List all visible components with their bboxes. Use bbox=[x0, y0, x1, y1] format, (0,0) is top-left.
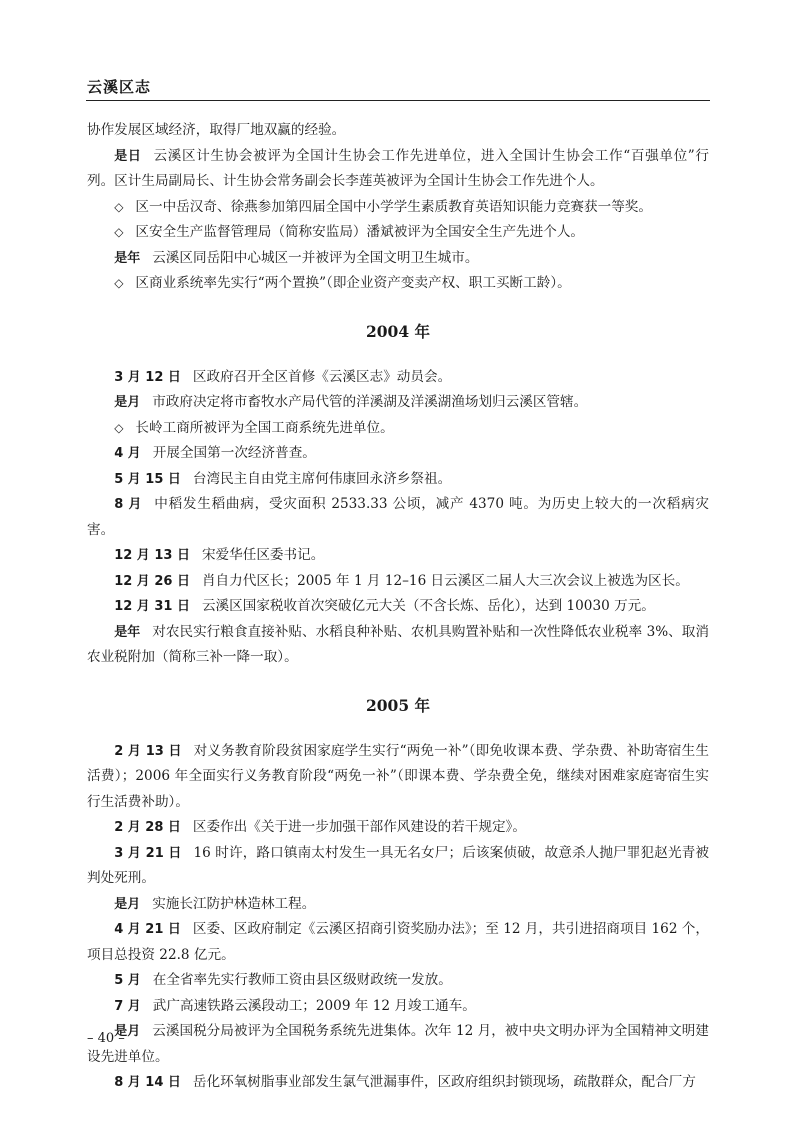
entry-date: 12 月 31 日 bbox=[114, 599, 190, 614]
diamond-bullet-icon: ◇ bbox=[114, 225, 124, 239]
entry-text: 实施长江防护林造林工程。 bbox=[152, 895, 316, 912]
chronicle-entry bbox=[87, 1070, 709, 1096]
entry-text: 区安全生产监督管理局（简称安监局）潘斌被评为全国安全生产先进个人。 bbox=[135, 224, 585, 240]
entry-date: 12 月 26 日 bbox=[114, 573, 190, 589]
entry-text: 区委作出《关于进一步加强干部作风建设的若干规定》。 bbox=[192, 819, 526, 835]
entry-text: 宋爱华任区委书记。 bbox=[201, 547, 325, 563]
entry-date: 是月 bbox=[114, 395, 141, 410]
entry-text: 云溪区同岳阳中心城区一并被评为全国文明卫生城市。 bbox=[152, 249, 479, 266]
entry-text: 台湾民主自由党主席何伟康回永济乡祭祖。 bbox=[192, 470, 452, 487]
chronicle-entry bbox=[87, 739, 709, 816]
chronicle-entry bbox=[87, 1019, 709, 1070]
entry-text: 区一中岳汉奇、徐燕参加第四届全国中小学学生素质教育英语知识能力竞赛获一等奖。 bbox=[135, 198, 652, 215]
chronicle-entry bbox=[87, 815, 709, 841]
chronicle-entry bbox=[87, 543, 709, 569]
chronicle-entry bbox=[87, 441, 709, 467]
page-number: – 40 – bbox=[87, 1031, 125, 1046]
page-body bbox=[87, 118, 709, 1096]
chronicle-entry bbox=[87, 492, 709, 543]
diamond-bullet-icon: ◇ bbox=[114, 199, 124, 214]
entry-date: 5 月 bbox=[114, 973, 141, 988]
entries-2004 bbox=[87, 365, 709, 671]
entry-date: 是年 bbox=[114, 250, 141, 266]
entry-date: 是年 bbox=[114, 624, 141, 640]
diamond-bullet-icon: ◇ bbox=[114, 276, 124, 290]
year-heading-2004: 2004 年 bbox=[365, 321, 431, 341]
entries-2003 bbox=[87, 144, 709, 297]
entry-date: 4 月 bbox=[114, 446, 141, 461]
intro-paragraph: 协作发展区域经济，取得厂地双赢的经验。 bbox=[87, 122, 346, 138]
entry-text: 16 时许，路口镇南太村发生一具无名女尸；后该案侦破，故意杀人抛尸罪犯赵光青被判处死刑。 bbox=[87, 844, 709, 886]
chronicle-entry bbox=[87, 841, 709, 892]
chronicle-entry bbox=[87, 994, 709, 1020]
entry-date: 2 月 13 日 bbox=[114, 743, 182, 759]
entry-date: 4 月 21 日 bbox=[114, 922, 181, 937]
entry-text: 开展全国第一次经济普查。 bbox=[152, 445, 316, 461]
chronicle-entry bbox=[87, 246, 709, 272]
header-divider bbox=[86, 100, 710, 101]
chronicle-entry bbox=[87, 220, 709, 246]
entry-text: 云溪国税分局被评为全国税务系统先进集体。次年 12 月，被中央文明办评为全国精神文明建设先进单位。 bbox=[87, 1023, 709, 1065]
chronicle-entry bbox=[87, 620, 709, 671]
entry-date: 8 月 14 日 bbox=[114, 1075, 181, 1090]
chronicle-entry bbox=[87, 390, 709, 416]
entry-text: 岳化环氧树脂事业部发生氯气泄漏事件，区政府组织封锁现场，疏散群众，配合厂方 bbox=[192, 1074, 696, 1090]
entry-text: 对义务教育阶段贫困家庭学生实行“两免一补”（即免收课本费、学杂费、补助寄宿生生活费）；2006 年全面实行义务教育阶段“两免一补”（即课本费、学杂费全免，继续对困难家庭寄宿生实行生活费补助）。 bbox=[87, 742, 709, 810]
entry-date: 7 月 bbox=[114, 998, 141, 1014]
chronicle-entry bbox=[87, 968, 709, 994]
year-heading-2005: 2005 年 bbox=[365, 695, 431, 715]
entry-text: 云溪区计生协会被评为全国计生协会工作先进单位，进入全国计生协会工作“百强单位”行列。区计生局副局长、计生协会常务副会长李莲英被评为全国计生协会工作先进个人。 bbox=[87, 147, 709, 189]
entry-date: 3 月 12 日 bbox=[114, 369, 181, 385]
chronicle-entry bbox=[87, 195, 709, 221]
entry-date: 是月 bbox=[114, 896, 141, 912]
entry-text: 长岭工商所被评为全国工商系统先进单位。 bbox=[135, 419, 394, 436]
entries-2005 bbox=[87, 739, 709, 1096]
chronicle-entry bbox=[87, 594, 709, 620]
entry-text: 武广高速铁路云溪段动工；2009 年 12 月竣工通车。 bbox=[152, 997, 476, 1014]
entry-text: 区政府召开全区首修《云溪区志》动员会。 bbox=[192, 368, 452, 385]
entry-text: 对农民实行粮食直接补贴、水稻良种补贴、农机具购置补贴和一次性降低农业税率 3%、取消农业税附加（简称三补一降一取）。 bbox=[87, 623, 709, 665]
entry-text: 区商业系统率先实行“两个置换”（即企业资产变卖产权、职工买断工龄）。 bbox=[135, 275, 571, 291]
entry-date: 12 月 13 日 bbox=[114, 548, 190, 563]
entry-date: 是日 bbox=[114, 148, 142, 164]
entry-date: 是月 bbox=[114, 1024, 141, 1039]
entry-text: 中稻发生稻曲病，受灾面积 2533.33 公顷，减产 4370 吨。为历史上较大的一次稻病灾害。 bbox=[87, 496, 709, 538]
chronicle-entry bbox=[87, 917, 709, 968]
entry-date: 3 月 21 日 bbox=[114, 845, 182, 861]
chronicle-entry bbox=[87, 892, 709, 918]
entry-text: 在全省率先实行教师工资由县区级财政统一发放。 bbox=[152, 972, 452, 988]
chronicle-entry bbox=[87, 144, 709, 195]
chronicle-entry bbox=[87, 416, 709, 442]
entry-date: 2 月 28 日 bbox=[114, 820, 181, 835]
entry-date: 8 月 bbox=[114, 497, 143, 512]
entry-date: 5 月 15 日 bbox=[114, 471, 181, 487]
entry-text: 区委、区政府制定《云溪区招商引资奖励办法》；至 12 月，共引进招商项目 162 个，项目总投资 22.8 亿元。 bbox=[87, 921, 709, 963]
chronicle-entry bbox=[87, 365, 709, 391]
entry-text: 市政府决定将市畜牧水产局代管的洋溪湖及洋溪湖渔场划归云溪区管辖。 bbox=[152, 394, 588, 410]
chronicle-entry bbox=[87, 271, 709, 297]
chronicle-entry bbox=[87, 569, 709, 595]
entry-text: 云溪区国家税收首次突破亿元大关（不含长炼、岳化），达到 10030 万元。 bbox=[201, 598, 655, 614]
chronicle-entry bbox=[87, 467, 709, 493]
diamond-bullet-icon: ◇ bbox=[114, 420, 124, 435]
running-header-title: 云溪区志 bbox=[87, 78, 152, 96]
entry-text: 肖自力代区长；2005 年 1 月 12–16 日云溪区二届人大三次会议上被选为区长。 bbox=[201, 572, 689, 589]
